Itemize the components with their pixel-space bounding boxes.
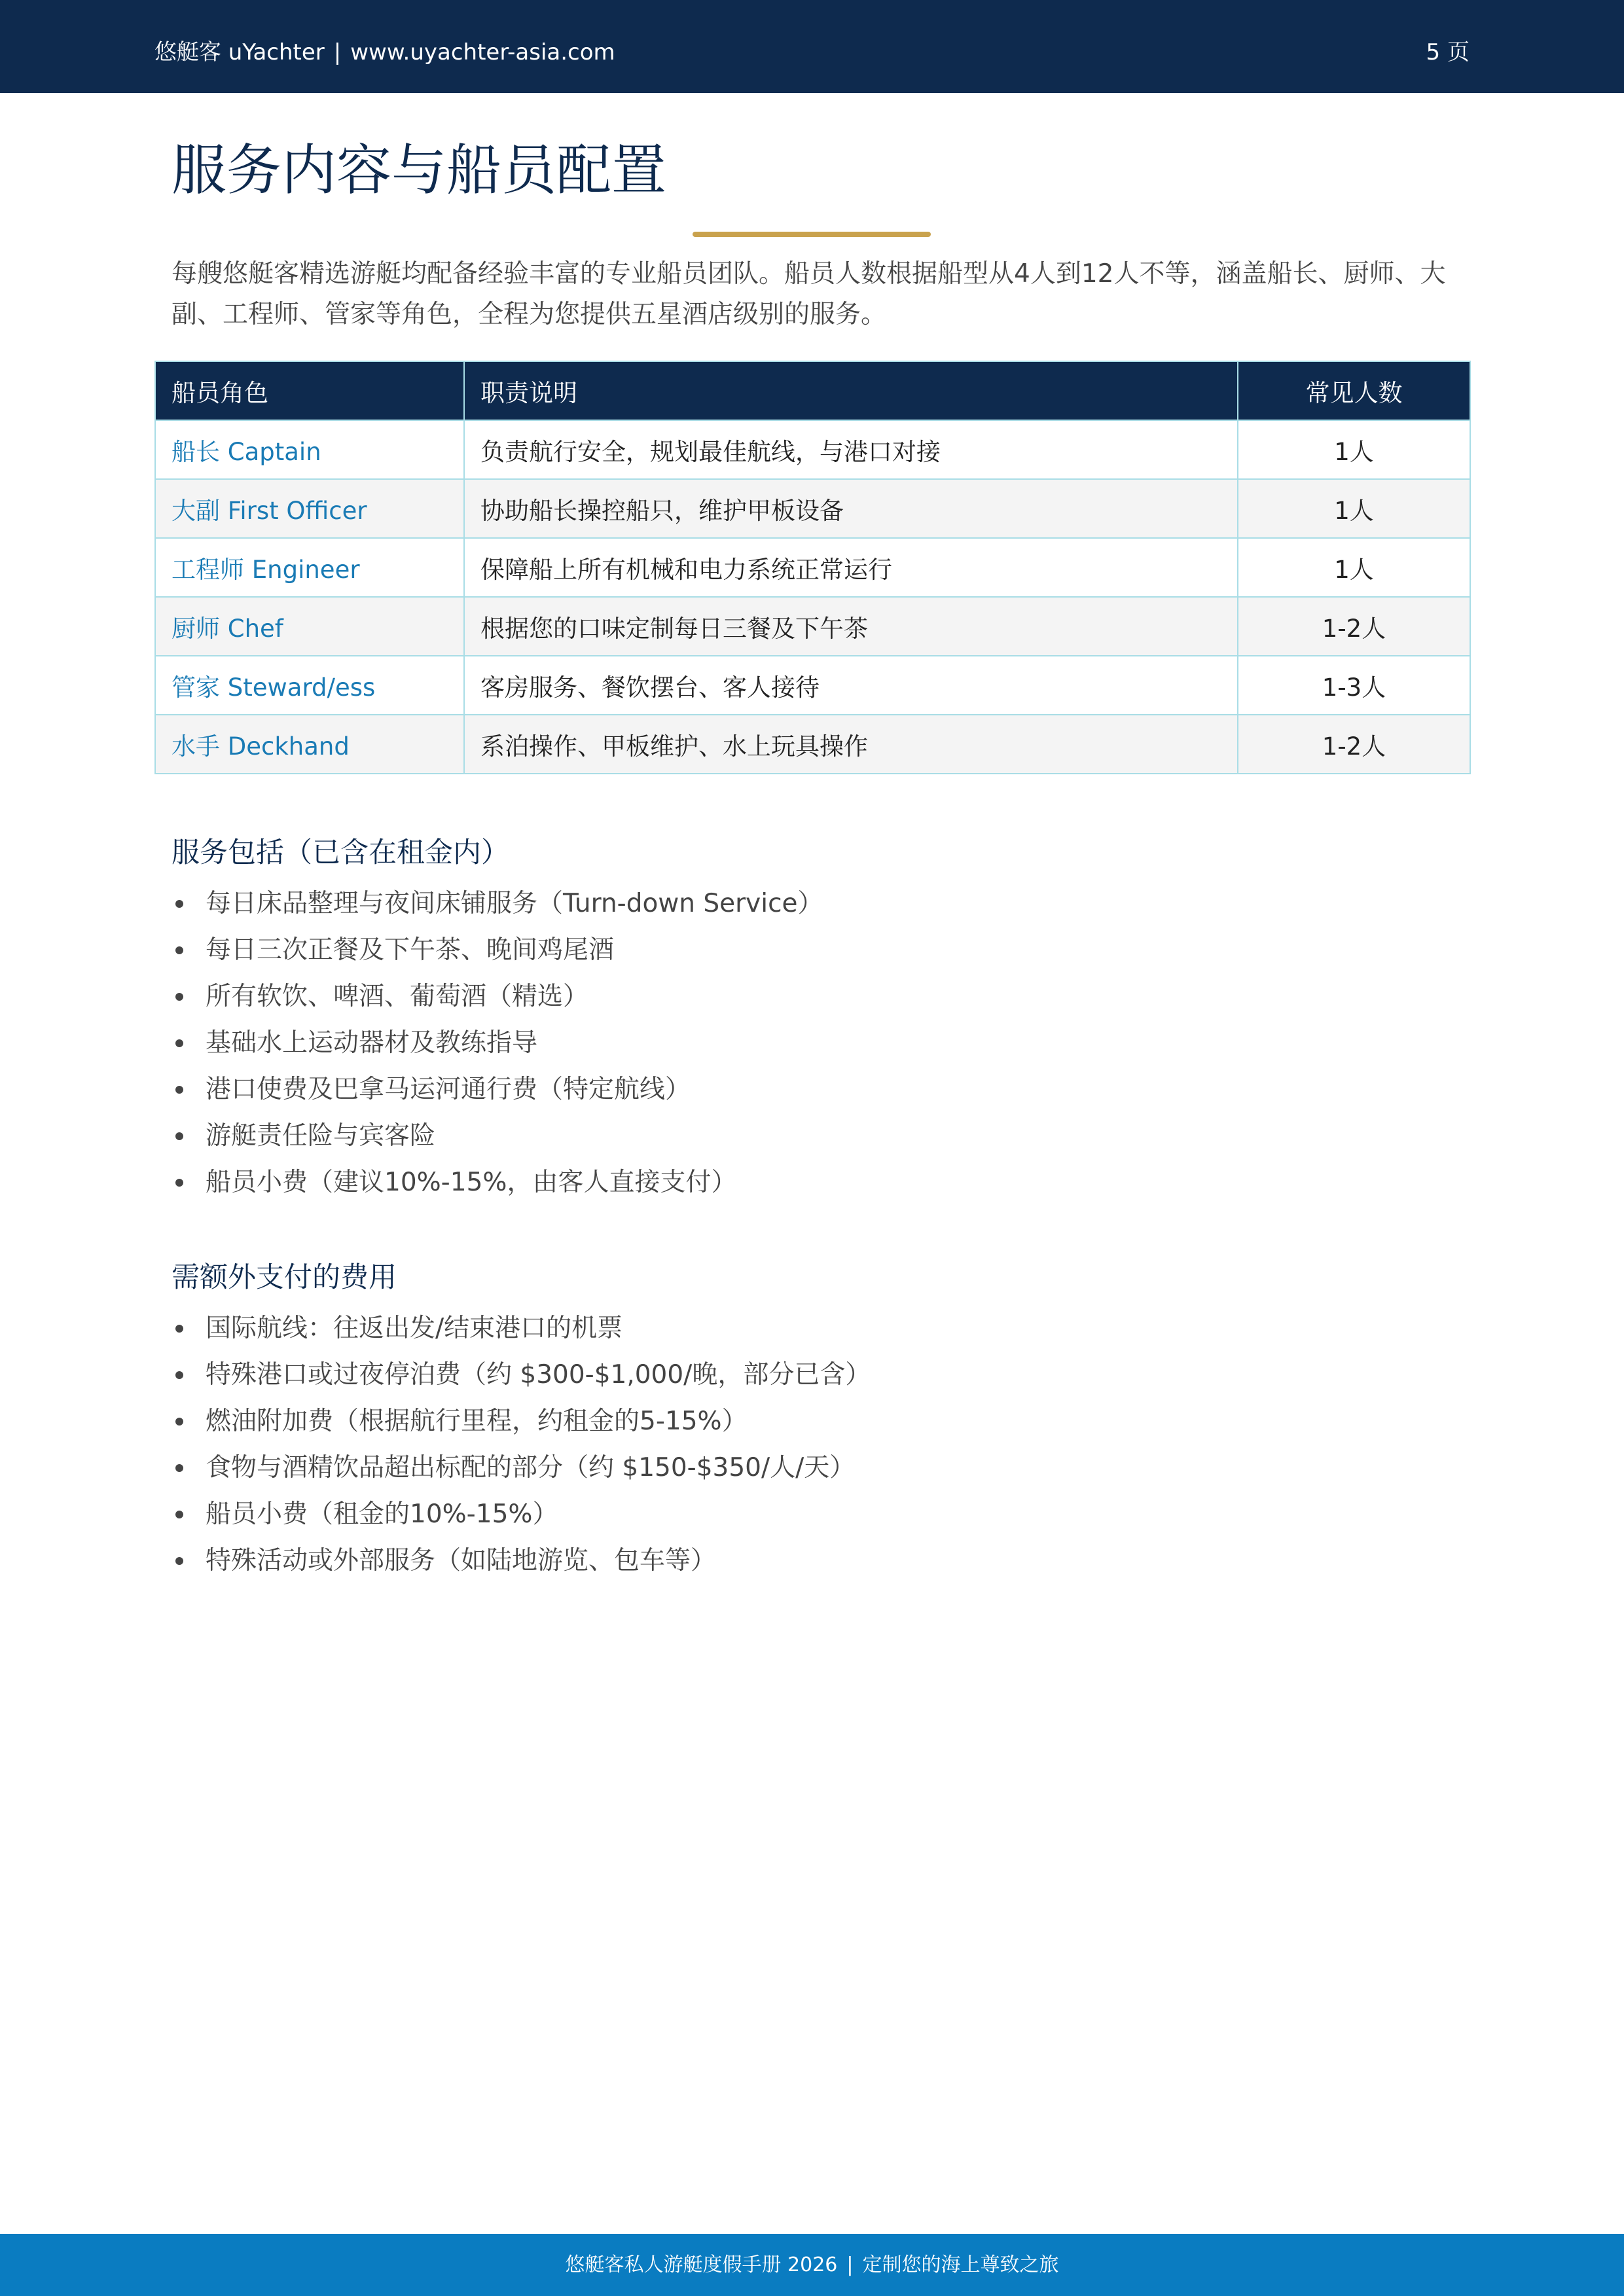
list-item: 食物与酒精饮品超出标配的部分（约 $150-$350/人/天）	[171, 1444, 871, 1491]
bullet-dot-icon	[175, 1179, 183, 1187]
list-item: 基础水上运动器材及教练指导	[171, 1020, 823, 1066]
table-row	[155, 656, 1470, 715]
crew-role: 船长 Captain	[155, 420, 464, 479]
list-item: 港口使费及巴拿马运河通行费（特定航线）	[171, 1066, 823, 1113]
bullet-dot-icon	[175, 1325, 183, 1333]
column-header-role: 船员角色	[155, 361, 464, 420]
list-item: 国际航线：往返出发/结束港口的机票	[171, 1305, 871, 1352]
list-item: 游艇责任险与宾客险	[171, 1113, 823, 1159]
list-item: 特殊活动或外部服务（如陆地游览、包车等）	[171, 1537, 871, 1584]
crew-duty: 客房服务、餐饮摆台、客人接待	[464, 656, 1238, 715]
table-row	[155, 715, 1470, 774]
included-list	[171, 880, 823, 1206]
crew-duty: 协助船长操控船只，维护甲板设备	[464, 479, 1238, 538]
bullet-dot-icon	[175, 1511, 183, 1518]
list-item: 所有软饮、啤酒、葡萄酒（精选）	[171, 973, 823, 1020]
footer-tagline: 定制您的海上尊致之旅	[862, 2253, 1059, 2276]
title-underline	[693, 232, 931, 237]
table-header-row	[155, 361, 1470, 420]
header-separator: |	[333, 39, 342, 65]
header-brand-line	[154, 37, 615, 68]
crew-count: 1-2人	[1238, 715, 1470, 774]
bullet-dot-icon	[175, 993, 183, 1001]
bullet-dot-icon	[175, 1464, 183, 1472]
list-item: 特殊港口或过夜停泊费（约 $300-$1,000/晚，部分已含）	[171, 1352, 871, 1398]
column-header-count: 常见人数	[1238, 361, 1470, 420]
crew-duty: 保障船上所有机械和电力系统正常运行	[464, 538, 1238, 597]
column-header-duty: 职责说明	[464, 361, 1238, 420]
bullet-dot-icon	[175, 1557, 183, 1565]
crew-role: 厨师 Chef	[155, 597, 464, 656]
bullet-dot-icon	[175, 1418, 183, 1426]
bullet-dot-icon	[175, 900, 183, 908]
list-item: 船员小费（建议10%-15%，由客人直接支付）	[171, 1159, 823, 1206]
table-row	[155, 420, 1470, 479]
included-section-title: 服务包括（已含在租金内）	[171, 836, 509, 869]
bullet-dot-icon	[175, 1371, 183, 1379]
page-number: 5 页	[1426, 39, 1470, 65]
crew-role: 大副 First Officer	[155, 479, 464, 538]
list-item: 每日三次正餐及下午茶、晚间鸡尾酒	[171, 927, 823, 973]
crew-count: 1人	[1238, 479, 1470, 538]
crew-table	[154, 361, 1471, 774]
page-title: 服务内容与船员配置	[171, 138, 667, 202]
extra-fees-section-title: 需额外支付的费用	[171, 1261, 397, 1294]
table-row	[155, 597, 1470, 656]
bullet-dot-icon	[175, 1039, 183, 1047]
crew-duty: 系泊操作、甲板维护、水上玩具操作	[464, 715, 1238, 774]
table-row	[155, 538, 1470, 597]
bullet-dot-icon	[175, 946, 183, 954]
page-footer	[0, 2234, 1624, 2296]
list-item: 燃油附加费（根据航行里程，约租金的5-15%）	[171, 1398, 871, 1444]
crew-role: 工程师 Engineer	[155, 538, 464, 597]
crew-count: 1-3人	[1238, 656, 1470, 715]
list-item: 船员小费（租金的10%-15%）	[171, 1491, 871, 1537]
bullet-dot-icon	[175, 1132, 183, 1140]
list-item: 每日床品整理与夜间床铺服务（Turn-down Service）	[171, 880, 823, 927]
extra-fees-list	[171, 1305, 871, 1584]
crew-count: 1人	[1238, 420, 1470, 479]
crew-role: 水手 Deckhand	[155, 715, 464, 774]
brand-name: 悠艇客 uYachter	[154, 39, 325, 65]
footer-separator: |	[846, 2253, 854, 2276]
website-link[interactable]: www.uyachter-asia.com	[350, 39, 615, 65]
intro-paragraph: 每艘悠艇客精选游艇均配备经验丰富的专业船员团队。船员人数根据船型从4人到12人不等，涵盖船长、厨师、大副、工程师、管家等角色，全程为您提供五星酒店级别的服务。	[171, 259, 1446, 329]
crew-role: 管家 Steward/ess	[155, 656, 464, 715]
crew-count: 1人	[1238, 538, 1470, 597]
footer-title: 悠艇客私人游艇度假手册 2026	[565, 2253, 838, 2276]
table-row	[155, 479, 1470, 538]
crew-count: 1-2人	[1238, 597, 1470, 656]
bullet-dot-icon	[175, 1086, 183, 1094]
page-header	[0, 0, 1624, 93]
crew-duty: 负责航行安全，规划最佳航线，与港口对接	[464, 420, 1238, 479]
crew-duty: 根据您的口味定制每日三餐及下午茶	[464, 597, 1238, 656]
